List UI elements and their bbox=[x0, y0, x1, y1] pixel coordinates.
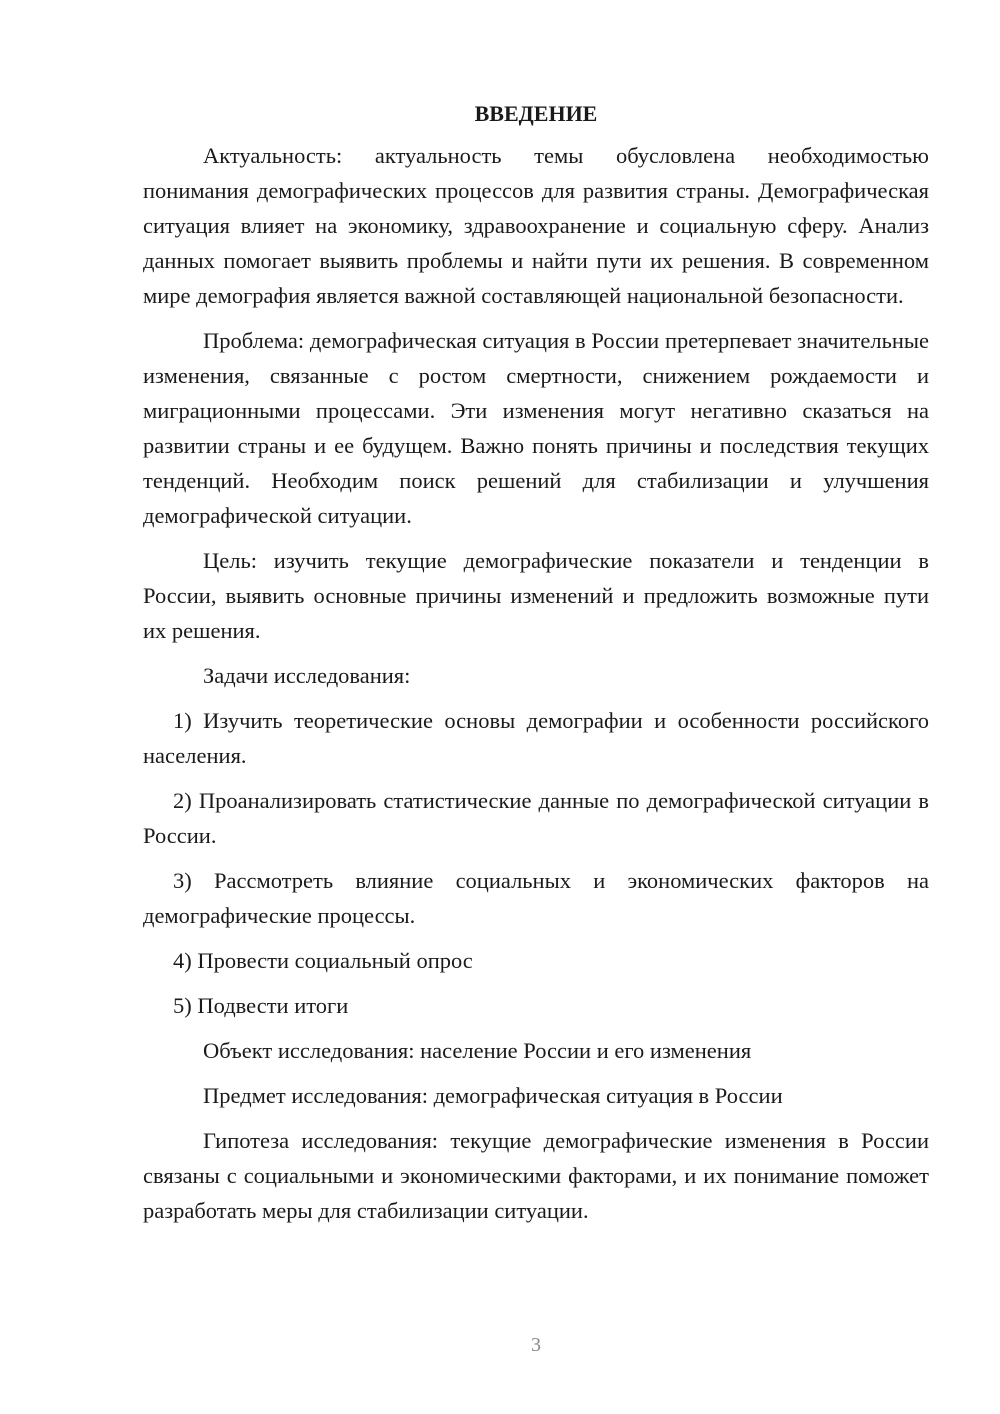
research-object: Объект исследования: население России и его изменения bbox=[203, 1038, 752, 1063]
research-subject: Предмет исследования: демографическая ситуация в России bbox=[203, 1083, 783, 1108]
page-number: 3 bbox=[531, 1334, 541, 1356]
task-item-4: 4) Провести социальный опрос bbox=[173, 948, 473, 973]
task-item-3: 3) Рассмотреть влияние социальных и экономических факторов на демографические процессы. bbox=[143, 868, 929, 928]
page-title: ВВЕДЕНИЕ bbox=[474, 101, 598, 126]
task-item-1: 1) Изучить теоретические основы демографии и особенности российского населения. bbox=[143, 708, 929, 768]
goal-paragraph: Цель: изучить текущие демографические показатели и тенденции в России, выявить основные причины изменений и предложить возможные пути их решения. bbox=[143, 548, 929, 643]
task-item-2: 2) Проанализировать статистические данные по демографической ситуации в России. bbox=[143, 788, 929, 848]
tasks-heading: Задачи исследования: bbox=[203, 663, 411, 688]
problem-paragraph: Проблема: демографическая ситуация в России претерпевает значительные изменения, связанные с ростом смертности, снижением рождаемости и миграционными процессами. Эти изменения могут негативно сказаться на развитии страны и ее будущем. Важно понять причины и последствия текущих тенденций. Необходим поиск решений для стабилизации и улучшения демографической ситуации. bbox=[143, 328, 929, 528]
task-item-5: 5) Подвести итоги bbox=[173, 993, 349, 1018]
hypothesis-paragraph: Гипотеза исследования: текущие демографические изменения в России связаны с социальными и экономическими факторами, и их понимание поможет разработать меры для стабилизации ситуации. bbox=[143, 1128, 929, 1223]
relevance-paragraph: Актуальность: актуальность темы обусловлена необходимостью понимания демографических процессов для развития страны. Демографическая ситуация влияет на экономику, здравоохранение и социальную сферу. Анализ данных помогает выявить проблемы и найти пути их решения. В современном мире демография является важной составляющей национальной безопасности. bbox=[143, 143, 929, 308]
document-body bbox=[143, 96, 929, 1228]
